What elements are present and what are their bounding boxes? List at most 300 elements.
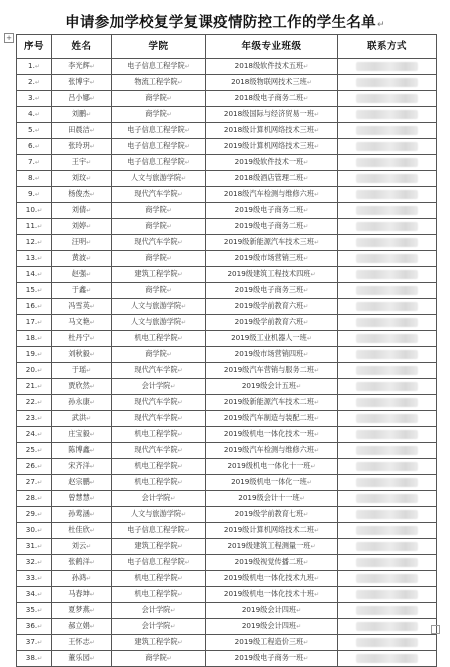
cell-name [52, 299, 112, 315]
cell-end-mark-icon: ↵ [177, 543, 183, 550]
redacted-phone-blur [356, 110, 418, 119]
cell-number-text: 24 [25, 429, 35, 438]
cell-end-mark-icon: ↵ [177, 367, 183, 374]
cell-college-text: 会计学院 [141, 621, 171, 630]
cell-name-text: 赵强 [71, 269, 87, 278]
cell-end-mark-icon: ↵ [37, 543, 43, 550]
cell-number [17, 555, 52, 571]
cell-name-text: 贾欣然 [68, 381, 90, 390]
cell-number-text: 2 [28, 77, 33, 86]
cell-class [206, 107, 338, 123]
cell-college-text: 现代汽车学院 [134, 365, 178, 374]
cell-class [206, 139, 338, 155]
cell-college-text: 商学院 [145, 653, 167, 662]
cell-class-text: 2019级机电一体化一班 [231, 477, 307, 486]
cell-class [206, 187, 338, 203]
cell-end-mark-icon: ↵ [86, 111, 92, 118]
cell-class [206, 171, 338, 187]
cell-name-text: 黄波 [71, 253, 87, 262]
cell-college [112, 619, 206, 635]
cell-name [52, 651, 112, 667]
cell-number-text: 36 [25, 621, 35, 630]
cell-number [17, 267, 52, 283]
cell-class-text: 2019级计算机网络技术三班 [223, 141, 315, 150]
redacted-phone-blur [356, 286, 418, 295]
cell-contact-redacted [338, 523, 437, 539]
table-row [17, 187, 437, 203]
cell-number-text: 18 [25, 333, 35, 342]
cell-college-text: 现代汽车学院 [134, 397, 178, 406]
cell-number-dot: . [34, 349, 38, 358]
cell-college-text: 会计学院 [141, 493, 171, 502]
cell-name-text: 王宇 [71, 157, 87, 166]
cell-college-text: 人文与旅游学院 [130, 317, 182, 326]
cell-number-text: 30 [25, 525, 35, 534]
cell-number-text: 20 [25, 365, 35, 374]
cell-number-dot: . [32, 141, 35, 150]
cell-number-text: 28 [25, 493, 35, 502]
cell-class [206, 347, 338, 363]
cell-number-dot: . [34, 237, 38, 246]
student-roster-table [16, 34, 437, 667]
cell-end-mark-icon: ↵ [314, 239, 320, 246]
cell-end-mark-icon: ↵ [166, 223, 172, 230]
cell-end-mark-icon: ↵ [89, 351, 95, 358]
cell-name [52, 427, 112, 443]
cell-end-mark-icon: ↵ [86, 543, 92, 550]
cell-number-dot: . [32, 125, 35, 134]
cell-number-text: 29 [25, 509, 35, 518]
cell-name-text: 于瑶 [71, 365, 87, 374]
header-number: 序号 [17, 35, 52, 59]
cell-college-text: 物流工程学院 [134, 77, 178, 86]
cell-college [112, 123, 206, 139]
cell-class-text: 2018级物联网技术三班 [231, 77, 307, 86]
cell-college-text: 机电工程学院 [134, 589, 178, 598]
cell-college-text: 现代汽车学院 [134, 189, 178, 198]
cell-number [17, 459, 52, 475]
cell-number-dot: . [32, 173, 35, 182]
cell-end-mark-icon: ↵ [37, 559, 43, 566]
table-row [17, 555, 437, 571]
cell-end-mark-icon: ↵ [303, 287, 309, 294]
cell-college [112, 587, 206, 603]
cell-class-text: 2019级工程造价三班 [234, 637, 304, 646]
cell-end-mark-icon: ↵ [170, 495, 176, 502]
cell-name [52, 139, 112, 155]
cell-college [112, 283, 206, 299]
cell-number-text: 4 [28, 109, 33, 118]
cell-end-mark-icon: ↵ [37, 239, 43, 246]
cell-number [17, 123, 52, 139]
cell-number-text: 6 [28, 141, 33, 150]
table-row [17, 651, 437, 667]
cell-college-text: 机电工程学院 [134, 333, 178, 342]
cell-contact-redacted [338, 347, 437, 363]
cell-number-text: 34 [25, 589, 35, 598]
cell-college-text: 建筑工程学院 [134, 269, 178, 278]
cell-number-text: 23 [25, 413, 35, 422]
cell-number-dot: . [34, 333, 38, 342]
cell-number-text: 13 [25, 253, 35, 262]
cell-college [112, 315, 206, 331]
cell-class [206, 315, 338, 331]
cell-number-dot: . [32, 109, 35, 118]
cell-contact-redacted [338, 395, 437, 411]
title-text: 申请参加学校复学复课疫情防控工作的学生名单 [65, 15, 376, 31]
cell-contact-redacted [338, 187, 437, 203]
cell-end-mark-icon: ↵ [303, 159, 309, 166]
cell-name [52, 459, 112, 475]
redacted-phone-blur [356, 542, 418, 551]
cell-college-text: 会计学院 [141, 605, 171, 614]
cell-class [206, 203, 338, 219]
redacted-phone-blur [356, 190, 418, 199]
cell-end-mark-icon: ↵ [37, 271, 43, 278]
cell-class-text: 2019级电子商务一班 [234, 653, 304, 662]
cell-number-text: 25 [25, 445, 35, 454]
cell-end-mark-icon: ↵ [89, 191, 95, 198]
cell-class [206, 299, 338, 315]
cell-name [52, 235, 112, 251]
redacted-phone-blur [356, 206, 418, 215]
cell-end-mark-icon: ↵ [177, 591, 183, 598]
redacted-phone-blur [356, 94, 418, 103]
cell-end-mark-icon: ↵ [37, 207, 43, 214]
cell-end-mark-icon: ↵ [37, 431, 43, 438]
cell-name-text: 董乐园 [68, 653, 90, 662]
cell-end-mark-icon: ↵ [37, 623, 43, 630]
redacted-phone-blur [356, 382, 418, 391]
cell-name-text: 马文艳 [68, 317, 90, 326]
cell-number-dot: . [34, 573, 38, 582]
cell-number [17, 363, 52, 379]
cell-class-text: 2018级国际与经济贸易一班 [223, 109, 315, 118]
cell-end-mark-icon: ↵ [303, 303, 309, 310]
cell-name [52, 123, 112, 139]
cell-end-mark-icon: ↵ [170, 623, 176, 630]
header-name: 姓名 [52, 35, 112, 59]
cell-number-text: 22 [25, 397, 35, 406]
table-row [17, 347, 437, 363]
cell-name [52, 603, 112, 619]
cell-end-mark-icon: ↵ [37, 303, 43, 310]
cell-end-mark-icon: ↵ [177, 335, 183, 342]
table-row [17, 507, 437, 523]
cell-number-dot: . [32, 189, 35, 198]
cell-end-mark-icon: ↵ [89, 463, 95, 470]
cell-college [112, 523, 206, 539]
cell-number-dot: . [34, 301, 38, 310]
table-move-handle[interactable]: + [4, 33, 14, 43]
cell-contact-redacted [338, 267, 437, 283]
cell-end-mark-icon: ↵ [314, 143, 320, 150]
cell-college-text: 电子信息工程学院 [127, 125, 185, 134]
cell-class-text: 2019级机电一体化技术九班 [223, 573, 315, 582]
cell-college [112, 427, 206, 443]
cell-name [52, 155, 112, 171]
cell-contact-redacted [338, 75, 437, 91]
cell-end-mark-icon: ↵ [310, 543, 316, 550]
cell-end-mark-icon: ↵ [86, 159, 92, 166]
cell-end-mark-icon: ↵ [177, 447, 183, 454]
cell-contact-redacted [338, 427, 437, 443]
cell-class [206, 475, 338, 491]
cell-number [17, 251, 52, 267]
redacted-phone-blur [356, 78, 418, 87]
cell-college-text: 电子信息工程学院 [127, 157, 185, 166]
cell-class [206, 411, 338, 427]
cell-number-text: 37 [25, 637, 35, 646]
cell-class-text: 2019级学前教育七班 [234, 509, 304, 518]
cell-college-text: 电子信息工程学院 [127, 141, 185, 150]
cell-class [206, 603, 338, 619]
cell-name-text: 刘婷 [71, 221, 87, 230]
cell-number-text: 16 [25, 301, 35, 310]
cell-end-mark-icon: ↵ [86, 175, 92, 182]
cell-college-text: 机电工程学院 [134, 461, 178, 470]
cell-college [112, 299, 206, 315]
cell-name-text: 刘云 [71, 541, 87, 550]
cell-class-text: 2019级汽车营销与服务二班 [223, 365, 315, 374]
cell-contact-redacted [338, 619, 437, 635]
table-row [17, 171, 437, 187]
cell-end-mark-icon: ↵ [314, 431, 320, 438]
cell-class-text: 2019级软件技术一班 [234, 157, 304, 166]
cell-number-dot: . [34, 317, 38, 326]
cell-name-text: 刘秋毅 [68, 349, 90, 358]
cell-number [17, 187, 52, 203]
cell-class-text: 2019级电子商务二班 [234, 221, 304, 230]
cell-contact-redacted [338, 475, 437, 491]
cell-number-dot: . [32, 93, 35, 102]
cell-number-text: 33 [25, 573, 35, 582]
cell-contact-redacted [338, 635, 437, 651]
redacted-phone-blur [356, 622, 418, 631]
cell-name-text: 李光辉 [68, 61, 90, 70]
cell-end-mark-icon: ↵ [177, 639, 183, 646]
cell-name-text: 马春坤 [68, 589, 90, 598]
cell-class [206, 571, 338, 587]
cell-end-mark-icon: ↵ [89, 559, 95, 566]
cell-end-mark-icon: ↵ [89, 319, 95, 326]
redacted-phone-blur [356, 158, 418, 167]
cell-contact-redacted [338, 203, 437, 219]
cell-end-mark-icon: ↵ [303, 319, 309, 326]
table-row [17, 379, 437, 395]
table-row [17, 251, 437, 267]
cell-end-mark-icon: ↵ [37, 415, 43, 422]
cell-end-mark-icon: ↵ [299, 495, 305, 502]
cell-number-text: 8 [28, 173, 33, 182]
cell-college [112, 475, 206, 491]
cell-number [17, 171, 52, 187]
cell-name [52, 523, 112, 539]
cell-end-mark-icon: ↵ [314, 399, 320, 406]
cell-number [17, 299, 52, 315]
cell-end-mark-icon: ↵ [184, 143, 190, 150]
cell-end-mark-icon: ↵ [306, 479, 312, 486]
cell-college [112, 459, 206, 475]
cell-contact-redacted [338, 443, 437, 459]
cell-class-text: 2019级市场营销三班 [234, 253, 304, 262]
cell-number [17, 203, 52, 219]
cell-end-mark-icon: ↵ [89, 511, 95, 518]
cell-end-mark-icon: ↵ [166, 255, 172, 262]
cell-end-mark-icon: ↵ [306, 79, 312, 86]
cell-name-text: 庄宝毅 [68, 429, 90, 438]
cell-end-mark-icon: ↵ [314, 527, 320, 534]
cell-end-mark-icon: ↵ [37, 367, 43, 374]
table-row [17, 427, 437, 443]
cell-number-dot: . [34, 429, 38, 438]
cell-college-text: 机电工程学院 [134, 429, 178, 438]
cell-contact-redacted [338, 155, 437, 171]
cell-number-text: 19 [25, 349, 35, 358]
cell-end-mark-icon: ↵ [303, 63, 309, 70]
cell-number [17, 59, 52, 75]
cell-college [112, 395, 206, 411]
cell-end-mark-icon: ↵ [314, 367, 320, 374]
cell-college [112, 491, 206, 507]
table-row [17, 363, 437, 379]
cell-end-mark-icon: ↵ [37, 255, 43, 262]
cell-number-text: 27 [25, 477, 35, 486]
cell-college [112, 187, 206, 203]
cell-contact-redacted [338, 459, 437, 475]
cell-class [206, 555, 338, 571]
cell-college [112, 251, 206, 267]
cell-end-mark-icon: ↵ [86, 207, 92, 214]
cell-college [112, 331, 206, 347]
cell-contact-redacted [338, 123, 437, 139]
cell-end-mark-icon: ↵ [303, 207, 309, 214]
redacted-phone-blur [356, 334, 418, 343]
cell-college-text: 电子信息工程学院 [127, 61, 185, 70]
cell-end-mark-icon: ↵ [86, 223, 92, 230]
cell-end-mark-icon: ↵ [184, 559, 190, 566]
cell-end-mark-icon: ↵ [34, 127, 40, 134]
cell-number-dot: . [34, 381, 38, 390]
cell-number-dot: . [34, 269, 38, 278]
cell-number [17, 283, 52, 299]
cell-end-mark-icon: ↵ [303, 559, 309, 566]
cell-contact-redacted [338, 59, 437, 75]
cell-number-text: 3 [28, 93, 33, 102]
cell-end-mark-icon: ↵ [89, 143, 95, 150]
cell-class [206, 91, 338, 107]
cell-contact-redacted [338, 139, 437, 155]
cell-name [52, 315, 112, 331]
redacted-phone-blur [356, 62, 418, 71]
cell-end-mark-icon: ↵ [86, 415, 92, 422]
cell-class-text: 2019级机电一体化十一班 [227, 461, 311, 470]
redacted-phone-blur [356, 142, 418, 151]
cell-end-mark-icon: ↵ [37, 479, 43, 486]
cell-end-mark-icon: ↵ [37, 607, 43, 614]
cell-contact-redacted [338, 315, 437, 331]
cell-number-dot: . [34, 637, 38, 646]
redacted-phone-blur [356, 398, 418, 407]
cell-college-text: 现代汽车学院 [134, 413, 178, 422]
cell-end-mark-icon: ↵ [303, 655, 309, 662]
table-row [17, 539, 437, 555]
cell-college [112, 539, 206, 555]
cell-number-dot: . [34, 493, 38, 502]
cell-name-text: 宋齐洋 [68, 461, 90, 470]
cell-college-text: 机电工程学院 [134, 477, 178, 486]
cell-number-text: 14 [25, 269, 35, 278]
cell-college [112, 139, 206, 155]
cell-name [52, 75, 112, 91]
cell-name-text: 陈博鑫 [68, 445, 90, 454]
cell-class-text: 2019级建筑工程技术四班 [227, 269, 311, 278]
cell-number [17, 635, 52, 651]
cell-number [17, 347, 52, 363]
cell-number [17, 603, 52, 619]
cell-college [112, 363, 206, 379]
cell-end-mark-icon: ↵ [37, 495, 43, 502]
cell-name [52, 379, 112, 395]
cell-class-text: 2018级软件技术五班 [234, 61, 304, 70]
cell-class [206, 379, 338, 395]
cell-name [52, 395, 112, 411]
cell-number [17, 651, 52, 667]
cell-class [206, 267, 338, 283]
cell-name-text: 刘倩 [71, 205, 87, 214]
cell-number-text: 7 [28, 157, 33, 166]
cell-end-mark-icon: ↵ [166, 111, 172, 118]
cell-end-mark-icon: ↵ [89, 527, 95, 534]
cell-class-text: 2019级机电一体化技术一班 [223, 429, 315, 438]
cell-college [112, 347, 206, 363]
cell-number [17, 155, 52, 171]
cell-class-text: 2019级会计四班 [241, 605, 297, 614]
cell-number-dot: . [34, 509, 38, 518]
cell-end-mark-icon: ↵ [303, 351, 309, 358]
table-row [17, 139, 437, 155]
cell-end-mark-icon: ↵ [184, 63, 190, 70]
cell-class [206, 619, 338, 635]
cell-name-text: 夏梦燕 [68, 605, 90, 614]
cell-end-mark-icon: ↵ [37, 575, 43, 582]
cell-number-dot: . [34, 541, 38, 550]
cell-number [17, 411, 52, 427]
cell-class [206, 507, 338, 523]
cell-contact-redacted [338, 491, 437, 507]
redacted-phone-blur [356, 446, 418, 455]
cell-end-mark-icon: ↵ [177, 575, 183, 582]
cell-number [17, 331, 52, 347]
cell-end-mark-icon: ↵ [170, 607, 176, 614]
cell-end-mark-icon: ↵ [89, 655, 95, 662]
cell-end-mark-icon: ↵ [177, 415, 183, 422]
table-row [17, 155, 437, 171]
document-end-marker-icon [431, 625, 440, 634]
cell-contact-redacted [338, 219, 437, 235]
cell-class [206, 363, 338, 379]
cell-end-mark-icon: ↵ [37, 223, 43, 230]
cell-name-text: 汪明 [71, 237, 87, 246]
cell-class [206, 651, 338, 667]
cell-number-text: 26 [25, 461, 35, 470]
cell-end-mark-icon: ↵ [34, 95, 40, 102]
cell-contact-redacted [338, 571, 437, 587]
redacted-phone-blur [356, 238, 418, 247]
table-row [17, 283, 437, 299]
cell-name-text: 王怀志 [68, 637, 90, 646]
cell-college-text: 商学院 [145, 205, 167, 214]
